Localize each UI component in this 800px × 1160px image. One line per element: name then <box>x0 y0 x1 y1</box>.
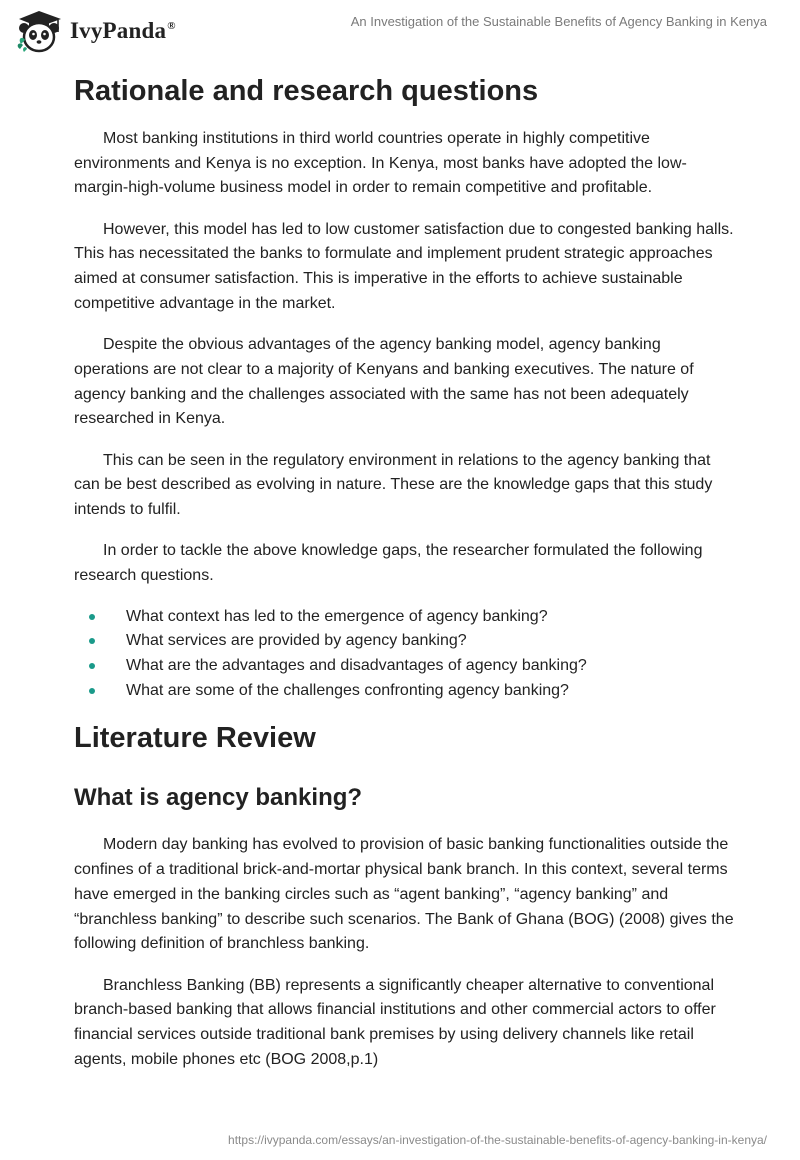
bullet-dot-icon <box>89 663 95 669</box>
list-item: What context has led to the emergence of agency banking? <box>74 605 734 630</box>
bullet-dot-icon <box>89 638 95 644</box>
paragraph: However, this model has led to low customer satisfaction due to congested banking halls. This has necessitated the banks to formulate and implement prudent strategic approaches aimed at consumer satisfaction. This is imperative in the efforts to achieve sustainable competitive advantage in the market. <box>74 220 734 312</box>
list-item: What services are provided by agency banking? <box>74 629 734 654</box>
paragraph: This can be seen in the regulatory environment in relations to the agency banking that can be best described as evolving in nature. These are the knowledge gaps that this study intends to fulfil. <box>74 451 713 518</box>
paragraph: Despite the obvious advantages of the agency banking model, agency banking operations are not clear to a majority of Kenyans and banking executives. The nature of agency banking and the challenges associated with the same has not been adequately researched in Kenya. <box>74 336 694 428</box>
bullet-dot-icon <box>89 614 95 620</box>
ivypanda-logo[interactable] <box>15 8 176 54</box>
paragraph: Modern day banking has evolved to provision of basic banking functionalities outside the confines of a traditional brick-and-mortar physical bank branch. In this context, several terms have emerged in the banking circles such as “agent banking”, “agency banking” and “branchless banking” to describe such scenarios. The Bank of Ghana (BOG) (2008) gives the following definition of branchless banking. <box>74 836 734 953</box>
essay-body <box>74 70 734 1072</box>
subsection-heading-agency-banking: What is agency banking? <box>74 784 363 812</box>
paragraph: Branchless Banking (BB) represents a significantly cheaper alternative to conventional branch-based banking that allows financial institutions and other commercial actors to offer financial services outside traditional bank premises by using delivery channels like retail agents, mobile phones etc (BOG 2008,p.1) <box>74 976 716 1068</box>
paragraph: In order to tackle the above knowledge gaps, the researcher formulated the following research questions. <box>74 542 703 584</box>
document-title: An Investigation of the Sustainable Benefits of Agency Banking in Kenya <box>350 14 767 29</box>
bullet-dot-icon <box>89 688 95 694</box>
paragraph: Most banking institutions in third world countries operate in highly competitive environments and Kenya is no exception. In Kenya, most banks have adopted the low-margin-high-volume business model in order to remain competitive and profitable. <box>74 130 687 197</box>
page-header <box>0 0 800 62</box>
research-questions-list <box>74 605 734 704</box>
list-item: What are some of the challenges confronting agency banking? <box>74 679 734 704</box>
section-heading-literature-review: Literature Review <box>74 722 316 755</box>
list-item: What are the advantages and disadvantages of agency banking? <box>74 654 734 679</box>
panda-graduate-logo-icon <box>15 8 65 54</box>
source-url-link[interactable]: https://ivypanda.com/essays/an-investigation-of-the-sustainable-benefits-of-agency-banking-in-kenya/ <box>228 1133 767 1147</box>
brand-name: IvyPanda® <box>70 18 176 43</box>
section-heading-rationale: Rationale and research questions <box>74 75 539 107</box>
